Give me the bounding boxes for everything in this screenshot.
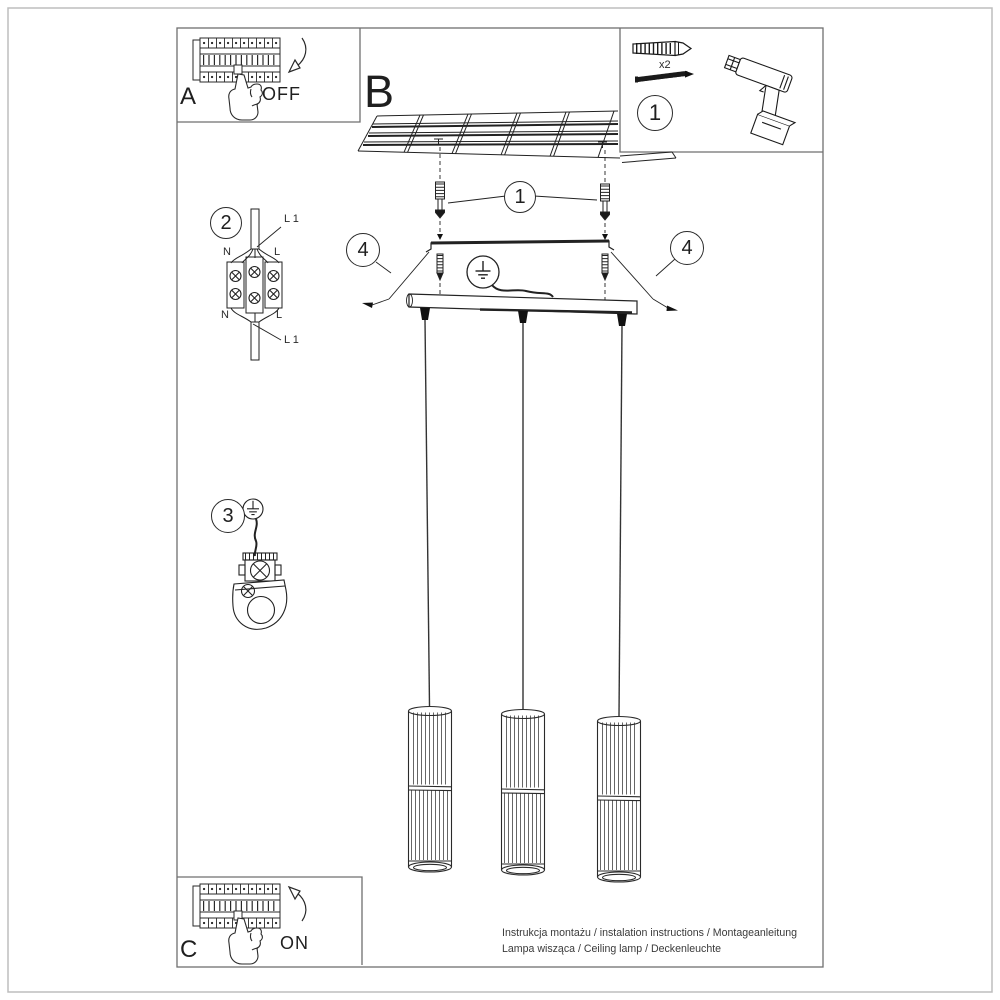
callout-4-left: 4 — [346, 233, 380, 267]
callout-1-tools: 1 — [637, 95, 673, 131]
screw-icon — [436, 182, 445, 218]
footer-line-2: Lampa wisząca / Ceiling lamp / Deckenleuchte — [502, 943, 722, 955]
long-screw-icon — [637, 71, 695, 83]
wire-l1-bottom-label: L 1 — [284, 334, 299, 346]
wire-l1-top-label: L 1 — [284, 213, 299, 225]
page-frame — [177, 28, 823, 967]
wire-n-top-label: N — [223, 246, 231, 258]
drill-icon — [707, 53, 810, 146]
callout-3-ground: 3 — [211, 499, 245, 533]
footer-text — [502, 925, 797, 957]
lamp-shade — [409, 707, 452, 873]
anchor-quantity-label: x2 — [659, 59, 671, 71]
section-c-label: C — [180, 936, 198, 963]
mounting-bar — [407, 294, 638, 326]
breaker-panel-icon — [193, 38, 280, 82]
breaker-panel-icon — [193, 884, 280, 928]
section-a-label: A — [180, 83, 197, 110]
lamp-shade — [502, 710, 545, 876]
callout-1-screws: 1 — [504, 181, 536, 213]
wall-plug-icon — [633, 42, 691, 56]
wire-l-top-label: L — [274, 246, 281, 258]
ground-wire — [492, 285, 553, 297]
lamp-shade — [598, 717, 641, 883]
section-b-label: B — [364, 66, 395, 117]
arrow-up-icon — [289, 887, 306, 921]
wire-n-bottom-label: N — [221, 309, 229, 321]
ground-symbol-icon — [467, 256, 499, 288]
footer-line-1: Instrukcja montażu / instalation instructions / Montageanleitung — [502, 927, 798, 939]
page-border — [8, 8, 992, 992]
pendant-lamps — [409, 320, 641, 882]
ceiling-grid — [358, 111, 676, 163]
screw-icon — [437, 254, 443, 280]
callout-2-terminal: 2 — [210, 207, 242, 239]
on-label: ON — [280, 933, 309, 953]
screw-icon — [602, 254, 608, 280]
wire-l-bottom-label: L — [276, 309, 283, 321]
screw-icon — [601, 184, 610, 220]
breaker-off-illustration — [193, 38, 306, 120]
off-label: OFF — [262, 84, 301, 104]
arrow-down-icon — [289, 38, 306, 72]
callout-4-right: 4 — [670, 231, 704, 265]
